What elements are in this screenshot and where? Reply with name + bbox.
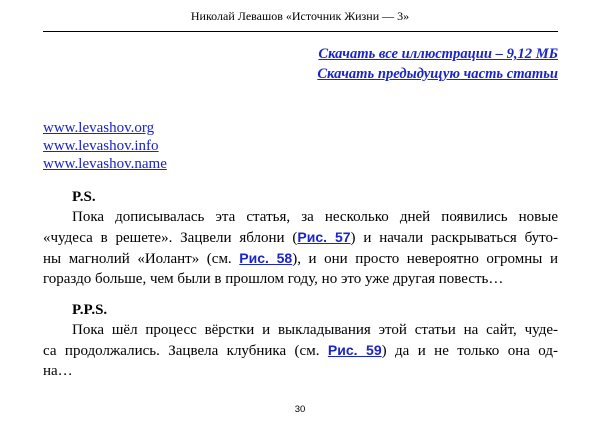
ps-line-4: гораздо больше, чем были в прошлом году, но это уже другая повесть… bbox=[43, 271, 504, 287]
pps-line-1: Пока шёл процесс вёрстки и выкладывания этой статьи на сайт, чуде- bbox=[72, 322, 558, 338]
website-link-name[interactable]: www.levashov.name bbox=[43, 156, 167, 172]
pps-heading: P.P.S. bbox=[72, 302, 108, 318]
pps-line-2-text-a: са продолжались. Зацвела клубника (см. bbox=[43, 343, 328, 359]
ps-line-3-text-b: ), и они просто невероятно огромны и bbox=[292, 251, 558, 267]
figure-59-link[interactable]: Рис. 59 bbox=[327, 342, 382, 358]
pps-line-2-text-b: ) да и не только она од- bbox=[381, 343, 558, 359]
pps-line-2 bbox=[43, 340, 558, 361]
ps-line-3-text-a: ны магнолий «Иолант» (см. bbox=[43, 251, 240, 267]
figure-58-link[interactable]: Рис. 58 bbox=[239, 250, 293, 266]
ps-line-1: Пока дописывалась эта статья, за несколько дней появились новые bbox=[72, 209, 558, 225]
ps-line-3 bbox=[43, 248, 558, 269]
pps-line-3: на… bbox=[43, 363, 73, 379]
pps-paragraph bbox=[43, 320, 558, 381]
download-links bbox=[317, 44, 558, 84]
ps-paragraph bbox=[43, 207, 558, 289]
figure-57-link[interactable]: Рис. 57 bbox=[297, 229, 351, 245]
website-links bbox=[43, 119, 167, 173]
website-link-org[interactable]: www.levashov.org bbox=[43, 120, 155, 136]
running-header: Николай Левашов «Источник Жизни — 3» bbox=[190, 9, 410, 23]
ps-heading: P.S. bbox=[72, 189, 96, 205]
download-all-illustrations-link[interactable]: Скачать все иллюстрации – 9,12 МБ bbox=[318, 46, 558, 62]
ps-line-2-text-a: «чудеса в решете». Зацвели яблони ( bbox=[43, 230, 298, 246]
page-number: 30 bbox=[294, 404, 306, 415]
ps-line-2-text-b: ) и начали раскрываться буто- bbox=[350, 230, 559, 246]
website-link-info[interactable]: www.levashov.info bbox=[43, 138, 159, 154]
download-previous-part-link[interactable]: Скачать предыдущую часть статьи bbox=[317, 66, 558, 82]
ps-line-2 bbox=[43, 227, 558, 248]
header-divider bbox=[43, 31, 558, 32]
